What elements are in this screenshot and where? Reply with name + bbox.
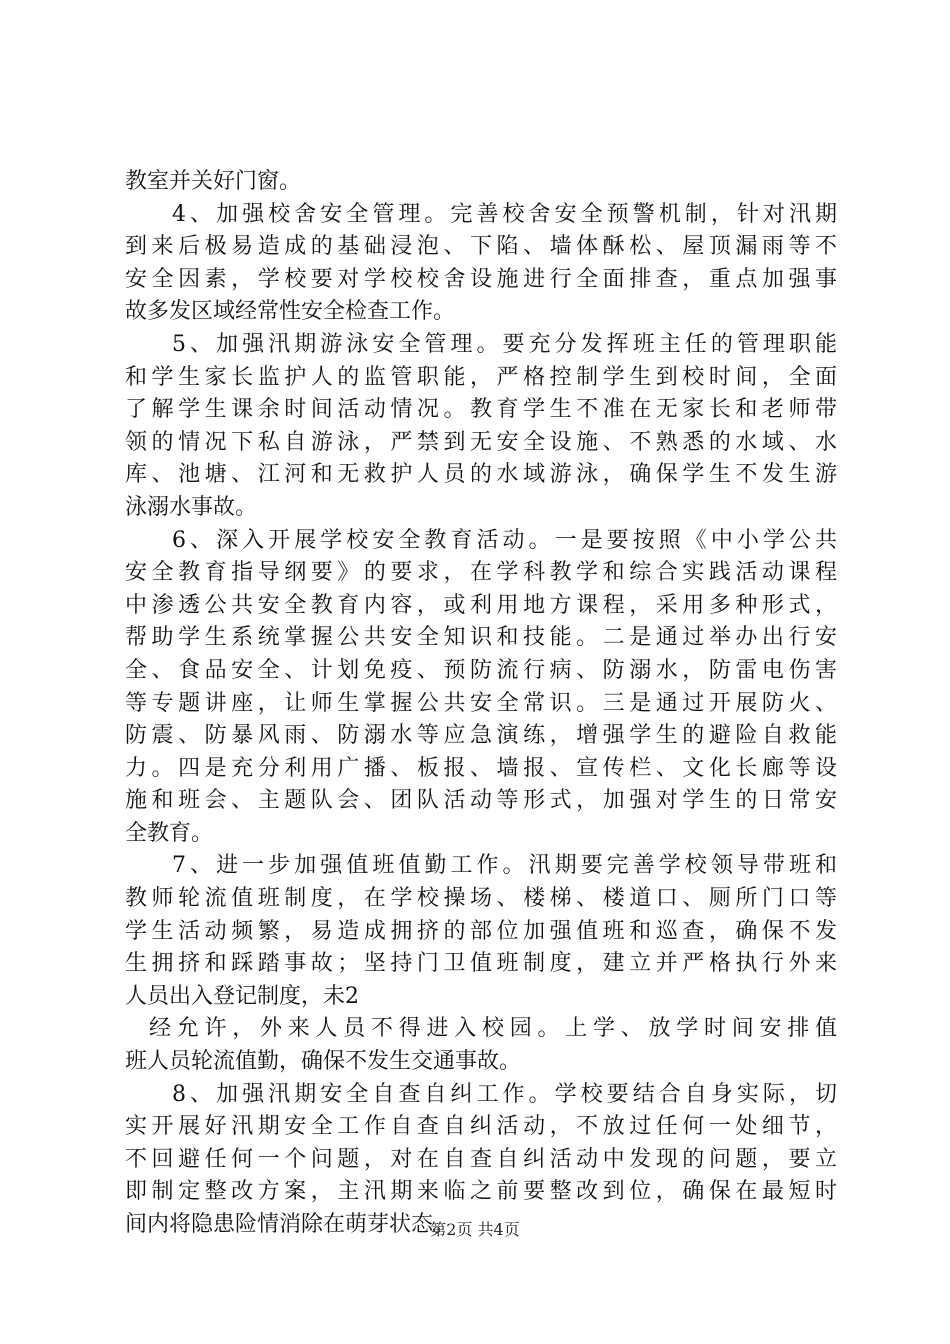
text-line: 经允许，外来人员不得进入校园。上学、放学时间安排值 <box>149 1016 837 1042</box>
text-line: 间内将隐患险情消除在萌芽状态。 <box>125 1212 456 1237</box>
text-line: 6、深入开展学校安全教育活动。一是要按照《中小学公共 <box>172 527 837 553</box>
text-line: 不回避任何一个问题，对在自查自纠活动中发现的问题，要立 <box>125 1146 837 1172</box>
text-line: 故多发区域经常性安全检查工作。 <box>125 299 456 325</box>
text-line: 防震、防暴风雨、防溺水等应急演练，增强学生的避险自救能 <box>125 723 837 749</box>
document-body <box>125 166 837 1242</box>
text-line: 泳溺水事故。 <box>125 494 258 520</box>
text-line: 帮助学生系统掌握公共安全知识和技能。二是通过举办出行安 <box>125 625 837 651</box>
text-line: 7、进一步加强值班值勤工作。汛期要完善学校领导带班和 <box>172 853 837 879</box>
text-line: 和学生家长监护人的监管职能，严格控制学生到校时间，全面 <box>125 364 837 390</box>
text-line: 中渗透公共安全教育内容，或利用地方课程，采用多种形式， <box>125 592 837 618</box>
text-line: 人员出入登记制度，未2 <box>125 983 359 1009</box>
text-line: 全教育。 <box>125 820 214 846</box>
text-line: 到来后极易造成的基础浸泡、下陷、墙体酥松、屋顶漏雨等不 <box>125 234 837 260</box>
text-line: 班人员轮流值勤，确保不发生交通事故。 <box>125 1049 522 1075</box>
text-line: 施和班会、主题队会、团队活动等形式，加强对学生的日常安 <box>125 788 837 814</box>
text-line: 8、加强汛期安全自查自纠工作。学校要结合自身实际，切 <box>172 1081 837 1107</box>
page-number-footer: 第2页 共4页 <box>430 1220 520 1239</box>
text-line: 4、加强校舍安全管理。完善校舍安全预警机制，针对汛期 <box>172 201 837 227</box>
text-line: 教室并关好门窗。 <box>125 169 302 194</box>
text-line: 安全因素，学校要对学校校舍设施进行全面排查，重点加强事 <box>125 266 837 292</box>
text-line: 教师轮流值班制度，在学校操场、楼梯、楼道口、厕所门口等 <box>125 886 837 912</box>
text-line: 实开展好汛期安全工作自查自纠活动，不放过任何一处细节， <box>125 1114 837 1140</box>
text-line: 等专题讲座，让师生掌握公共安全常识。三是通过开展防火、 <box>125 690 837 716</box>
text-line: 库、池塘、江河和无救护人员的水域游泳，确保学生不发生游 <box>125 462 837 488</box>
text-line: 了解学生课余时间活动情况。教育学生不准在无家长和老师带 <box>125 397 837 423</box>
text-line: 即制定整改方案，主汛期来临之前要整改到位，确保在最短时 <box>125 1179 837 1205</box>
text-line: 安全教育指导纲要》的要求，在学科教学和综合实践活动课程 <box>125 560 837 586</box>
text-line: 生拥挤和踩踏事故；坚持门卫值班制度，建立并严格执行外来 <box>125 951 837 977</box>
text-line: 学生活动频繁，易造成拥挤的部位加强值班和巡查，确保不发 <box>125 918 837 944</box>
text-line: 5、加强汛期游泳安全管理。要充分发挥班主任的管理职能 <box>172 331 837 357</box>
text-line: 领的情况下私自游泳，严禁到无安全设施、不熟悉的水域、水 <box>125 429 837 455</box>
text-line: 全、食品安全、计划免疫、预防流行病、防溺水，防雷电伤害 <box>125 657 837 683</box>
text-line: 力。四是充分利用广播、板报、墙报、宣传栏、文化长廊等设 <box>125 755 837 781</box>
